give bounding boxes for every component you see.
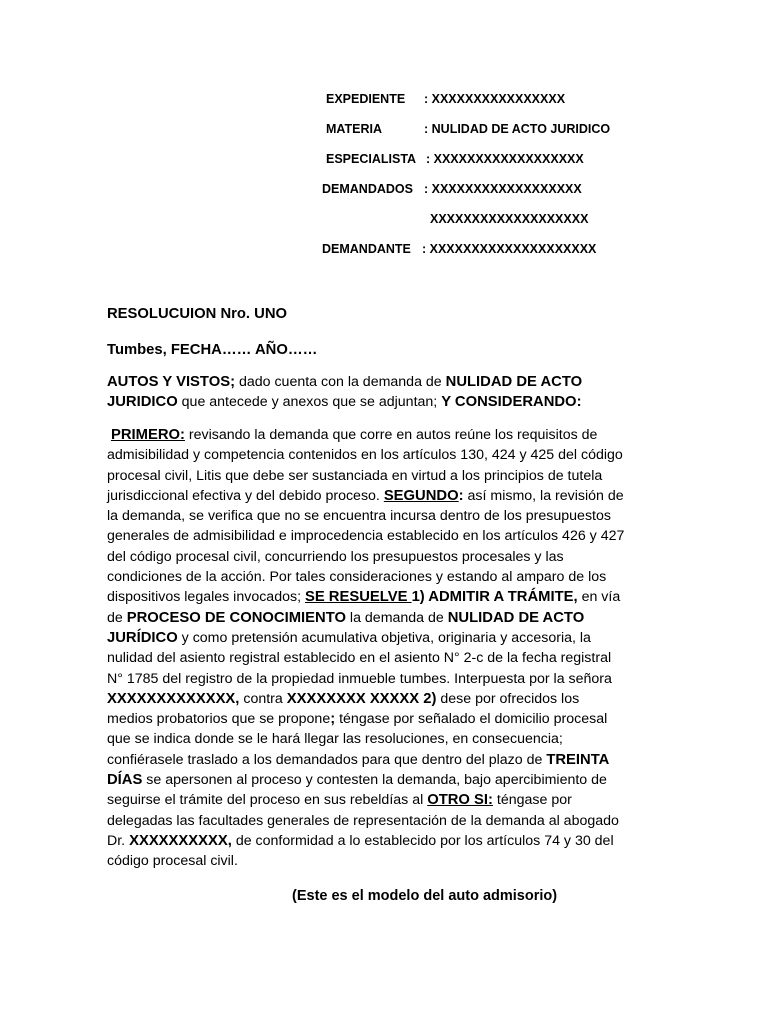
body-line: Dr. xyxy=(107,832,130,849)
body-line: y como pretensión acumulativa objetiva, originaria y accesoria, la xyxy=(177,629,591,646)
body-line: del código procesal civil, concurriendo los presupuestos procesales y las xyxy=(107,548,564,565)
autos-text-2: que antecede y anexos que se adjuntan; xyxy=(177,394,442,411)
primero-heading: PRIMERO: xyxy=(110,427,185,443)
autos-text-1: dado cuenta con la demanda de xyxy=(235,374,446,390)
autos-paragraph xyxy=(107,372,667,413)
demandante-row xyxy=(322,242,596,257)
body-line: código procesal civil. xyxy=(107,853,238,870)
resolution-title: RESOLUCUION Nro. UNO xyxy=(107,306,288,322)
autos-bold-1: NULIDAD DE ACTO xyxy=(445,374,583,390)
especialista-row xyxy=(326,152,584,167)
body-line: delegadas las facultades generales de representación de la demanda al abogado xyxy=(107,812,619,829)
demandados-label: DEMANDADOS xyxy=(322,182,413,196)
body-line: dese por ofrecidos los xyxy=(436,690,580,707)
autos-bold-3: Y CONSIDERANDO: xyxy=(441,394,582,411)
body-line: así mismo, la revisión de xyxy=(463,487,624,504)
body-line: contra xyxy=(239,690,287,707)
expediente-row xyxy=(326,92,565,107)
demandante-label: DEMANDANTE xyxy=(322,242,411,256)
footer-note: (Este es el modelo del auto admisorio) xyxy=(292,888,558,904)
materia-value: : NULIDAD DE ACTO JURIDICO xyxy=(424,122,611,136)
body-line: de xyxy=(107,609,127,626)
demandante-value: : XXXXXXXXXXXXXXXXXXXX xyxy=(422,242,597,256)
proceso-conocimiento: PROCESO DE CONOCIMIENTO xyxy=(126,609,346,626)
admitir-tramite: 1) ADMITIR A TRÁMITE, xyxy=(411,589,578,606)
juridico: JURÍDICO xyxy=(107,629,178,646)
place-date: Tumbes, FECHA…… AÑO…… xyxy=(107,342,318,358)
body-line: de conformidad a lo establecido por los artículos 74 y 30 del xyxy=(231,832,614,849)
semicolon: ; xyxy=(330,711,336,728)
body-line: téngase por xyxy=(492,792,572,809)
demandados-row xyxy=(322,182,582,197)
body-line: en vía xyxy=(577,589,621,606)
body-line: seguirse el trámite del proceso en sus rebeldías al xyxy=(107,792,428,809)
expediente-value: : XXXXXXXXXXXXXXXX xyxy=(424,92,566,106)
dias: DÍAS xyxy=(107,772,143,789)
especialista-value: : XXXXXXXXXXXXXXXXXX xyxy=(426,152,584,166)
body-line: dispositivos legales invocados; xyxy=(107,589,305,606)
body-line: se apersonen al proceso y contesten la demanda, bajo apercibimiento de xyxy=(142,772,607,789)
body-line: condiciones de la acción. Por tales consideraciones y estando al amparo de los xyxy=(107,569,607,586)
body-line: revisando la demanda que corre en autos reúne los requisitos de xyxy=(184,427,598,443)
expediente-label: EXPEDIENTE xyxy=(326,92,406,106)
autos-lead: AUTOS Y VISTOS; xyxy=(107,374,236,390)
plaintiff-name: XXXXXXXXXXXXX, xyxy=(107,690,240,707)
body-line: generales de admisibilidad e improcedencia establecido en los artículos 426 y 427 xyxy=(107,528,625,545)
defendant-name: XXXXXXXX XXXXX 2) xyxy=(286,690,437,707)
otro-si-heading: OTRO SI: xyxy=(427,792,493,809)
nulidad-acto: NULIDAD DE ACTO xyxy=(447,609,585,626)
treinta: TREINTA xyxy=(546,751,610,768)
demandados-value: : XXXXXXXXXXXXXXXXXX xyxy=(424,182,582,196)
body-line: que se indica donde se le hará llegar las resoluciones, en consecuencia; xyxy=(107,731,563,748)
body-line: la demanda, se verifica que no se encuentra incursa dentro de los presupuestos xyxy=(107,508,611,525)
segundo-heading: SEGUNDO xyxy=(383,487,459,504)
autos-bold-2: JURIDICO xyxy=(107,394,178,411)
body-line: la demanda de xyxy=(345,609,448,626)
considerando-paragraph xyxy=(107,425,667,872)
body-line: admisibilidad y competencia contenidos en los artículos 130, 424 y 425 del código xyxy=(107,447,623,464)
body-line: N° 1785 del registro de la propiedad inmueble tumbes. Interpuesta por la señora xyxy=(107,670,612,687)
materia-label: MATERIA xyxy=(326,122,383,136)
body-line: jurisdiccional efectiva y del debido proceso. xyxy=(107,487,384,504)
body-line: procesal civil, Litis que debe ser sustanciada en virtud a los principios de tutela xyxy=(107,467,603,484)
colon: : xyxy=(458,487,464,504)
body-line: nulidad del asiento registral establecido en el asiento N° 2-c de la fecha registral xyxy=(107,650,612,667)
lawyer-name: XXXXXXXXXX, xyxy=(129,832,232,849)
especialista-label: ESPECIALISTA xyxy=(326,152,417,166)
body-line: confiérasele traslado a los demandados para que dentro del plazo de xyxy=(107,751,547,768)
body-line: medios probatorios que se propone xyxy=(107,711,331,728)
se-resuelve-heading: SE RESUELVE xyxy=(304,589,412,606)
materia-row xyxy=(326,122,610,137)
demandados-row-2 xyxy=(430,212,588,227)
body-line: téngase por señalado el domicilio procesal xyxy=(335,711,608,728)
demandados-value-2: XXXXXXXXXXXXXXXXXXX xyxy=(430,212,589,226)
